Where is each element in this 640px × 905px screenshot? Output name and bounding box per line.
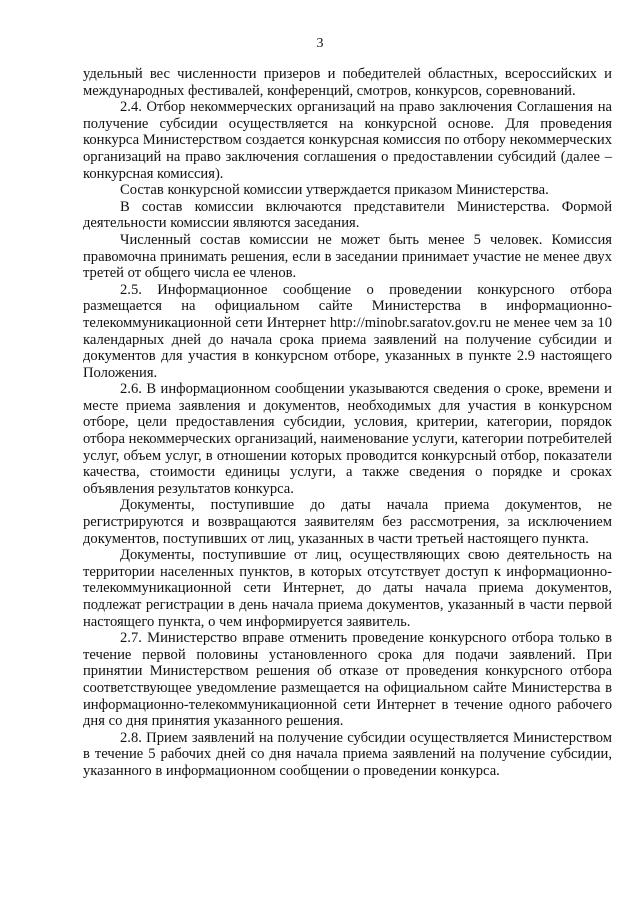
paragraph: Документы, поступившие от лиц, осуществляющих свою деятельность на территории населенных пунктов, в которых отсутствует доступ к информационно-телекоммуникационной сети Интернет, до даты начала приема документов, подлежат регистрации в день начала приема документов, указанный в части первой настоящего пункта, о чем информируется заявитель. [83, 547, 612, 630]
paragraph: Состав конкурсной комиссии утверждается приказом Министерства. [120, 182, 549, 199]
paragraph: Численный состав комиссии не может быть менее 5 человек. Комиссия правомочна принимать решения, если в заседании принимает участие не менее двух третей от общего числа ее членов. [83, 231, 612, 282]
paragraph: 2.4. Отбор некоммерческих организаций на право заключения Соглашения на получение субсидии осуществляется на конкурсной основе. Для проведения конкурса Министерством создается конкурсная комиссия по отбору некоммерческих организаций на право заключения соглашения о предоставлении субсидий (далее – конкурсная комиссия). [83, 99, 612, 182]
paragraph: 2.6. В информационном сообщении указываются сведения о сроке, времени и месте приема заявления и документов, необходимых для участия в конкурсном отборе, цели предоставления субсидии, условия, критерии, категории, порядок отбора некоммерческих организаций, наименование услуги, категории потребителей услуг, объем услуг, в отношении которых проводится конкурсный отбор, показатели качества, стоимости единицы услуги, а также сведения о порядке и сроках объявления результатов конкурса. [83, 381, 612, 497]
paragraph: Документы, поступившие до даты начала приема документов, не регистрируются и возвращаются заявителям без рассмотрения, за исключением документов, поступивших от лиц, указанных в части третьей настоящего пункта. [83, 497, 612, 547]
paragraph: удельный вес численности призеров и победителей областных, всероссийских и международных фестивалей, конференций, смотров, конкурсов, соревнований. [83, 66, 612, 99]
paragraph: 2.7. Министерство вправе отменить проведение конкурсного отбора только в течение первой половины установленного срока для подачи заявлений. При принятии Министерством решения об отказе от проведения конкурсного отбора соответствующее уведомление размещается на официальном сайте Министерства в информационно-телекоммуникационной сети Интернет в течение одного рабочего дня со дня принятия указанного решения. [83, 630, 612, 730]
paragraph: В состав комиссии включаются представители Министерства. Формой деятельности комиссии являются заседания. [83, 198, 612, 232]
page-number: 3 [316, 36, 324, 51]
paragraph: 2.8. Прием заявлений на получение субсидии осуществляется Министерством в течение 5 рабочих дней со дня начала приема заявлений на получение субсидии, указанного в информационном сообщении о проведении конкурса. [83, 729, 612, 779]
paragraph: 2.5. Информационное сообщение о проведении конкурсного отбора размещается на официальном сайте Министерства в информационно-телекоммуникационной сети Интернет http://minobr.saratov.gov.ru не менее чем за 10 календарных дней до начала срока приема заявлений на получение субсидии и документов для участия в конкурсном отборе, указанных в пункте 2.9 настоящего Положения. [83, 281, 612, 381]
document-body [83, 66, 612, 780]
